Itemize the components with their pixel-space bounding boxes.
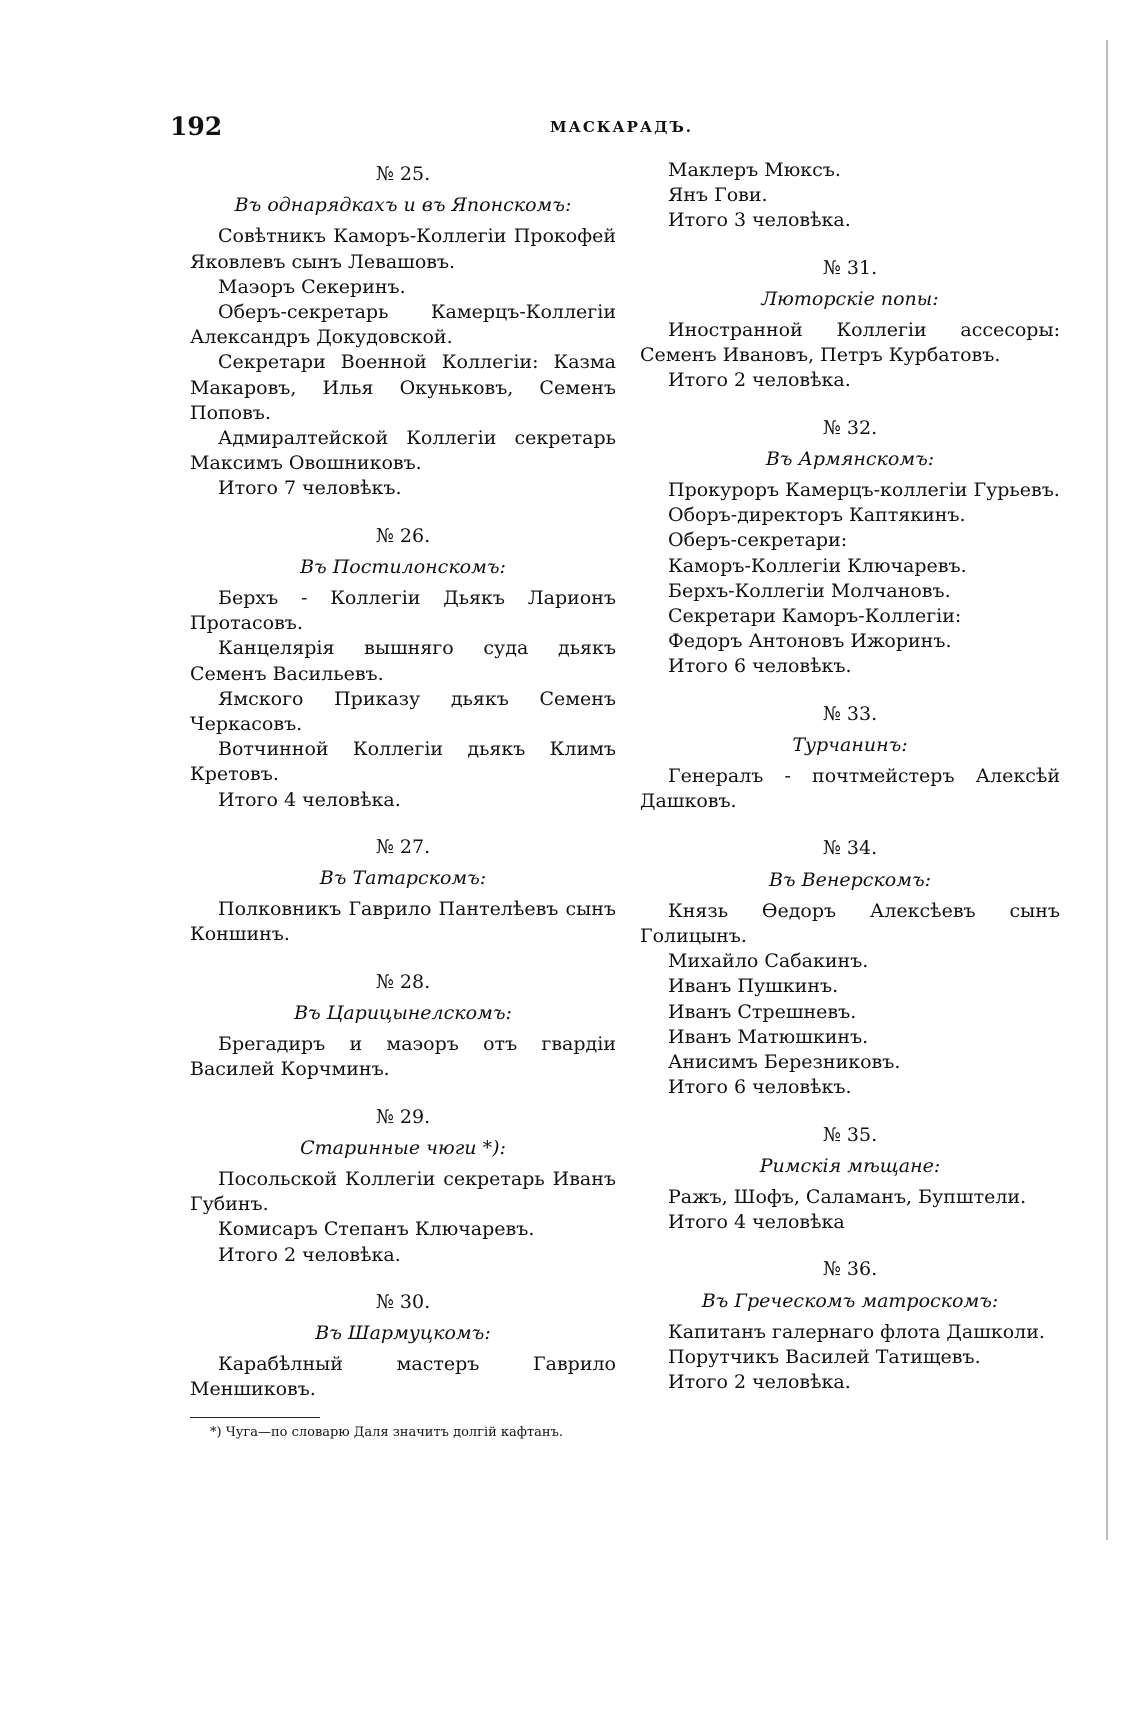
entry-text: Вотчинной Коллегіи дьякъ Климъ Кретовъ. xyxy=(190,738,616,786)
entry-text: Карабѣлный мастеръ Гаврило Меншиковъ. xyxy=(190,1353,616,1401)
entry-text: Оборъ-директоръ Каптякинъ. xyxy=(668,504,966,527)
entry-total: Итого 4 человѣка xyxy=(668,1211,845,1234)
entry-total: Итого 2 человѣка. xyxy=(668,1371,851,1394)
section-heading: Въ Венерскомъ: xyxy=(768,868,932,891)
section-heading: Римскія мѣщане: xyxy=(759,1154,941,1177)
entry-text: Ямского Приказу дьякъ Семенъ Черкасовъ. xyxy=(190,687,616,736)
entry-text: Совѣтникъ Каморъ-Коллегіи Прокофей Яковлевъ сынъ Левашовъ. xyxy=(190,225,616,273)
entry-text: Анисимъ Березниковъ. xyxy=(668,1051,901,1074)
entry-text: Иванъ Стрешневъ. xyxy=(668,1000,857,1023)
entry-text: Канцелярія вышняго суда дьякъ Семенъ Васильевъ. xyxy=(190,637,616,685)
entry-text: Ражъ, Шофъ, Саламанъ, Бупштели. xyxy=(668,1185,1027,1208)
entry-number: № 27. xyxy=(375,835,431,858)
entry-number: № 34. xyxy=(822,837,878,860)
section-heading: Старинные чюги *): xyxy=(300,1136,506,1159)
entry-text: Маклеръ Мюксъ. xyxy=(668,159,841,181)
section-heading: Въ Греческомъ матроскомъ: xyxy=(701,1289,999,1312)
entry-number: № 35. xyxy=(822,1123,878,1146)
entry-total: Итого 7 человѣкъ. xyxy=(218,477,402,500)
entry-number: № 33. xyxy=(822,702,878,725)
entry-text: Иванъ Матюшкинъ. xyxy=(668,1025,869,1048)
entry-text: Оберъ-секретари: xyxy=(668,529,848,552)
entry-text: Секретари Каморъ-Коллегіи: xyxy=(668,605,962,628)
section-heading: Въ Шармуцкомъ: xyxy=(315,1321,491,1344)
section-heading: Люторскіе попы: xyxy=(761,287,939,310)
entry-text: Берхъ - Коллегіи Дьякъ Ларионъ Протасовъ. xyxy=(190,587,616,635)
entry-text: Оберъ-секретарь Камерцъ-Коллегіи Александръ Докудовской. xyxy=(190,301,616,349)
entry-total: Итого 6 человѣкъ. xyxy=(668,655,852,678)
entry-text: Князь Өедоръ Алексѣевъ сынъ Голицынъ. xyxy=(640,899,1060,948)
entry-number: № 25. xyxy=(375,163,431,185)
section-heading: Турчанинъ: xyxy=(792,733,908,756)
entry-total: Итого 3 человѣка. xyxy=(668,209,851,232)
entry-total: Итого 2 человѣка. xyxy=(218,1243,401,1266)
entry-text: Иностранной Коллегіи ассесоры: Семенъ Ивановъ, Петръ Курбатовъ. xyxy=(640,319,1060,367)
entry-number: № 32. xyxy=(822,416,878,439)
entry-text: Прокуроръ Камерцъ-коллегіи Гурьевъ. xyxy=(668,479,1060,502)
entry-text: Берхъ-Коллегіи Молчановъ. xyxy=(668,579,951,602)
entry-text: Генералъ - почтмейстеръ Алексѣй Дашковъ. xyxy=(640,765,1060,813)
entry-text: Михайло Сабакинъ. xyxy=(668,950,869,973)
entry-text: Маэоръ Секеринъ. xyxy=(218,275,406,298)
entry-text: Федоръ Антоновъ Ижоринъ. xyxy=(668,630,952,653)
entry-total: Итого 2 человѣка. xyxy=(668,369,851,392)
page-number: 192 xyxy=(170,112,223,141)
section-heading: Въ Постилонскомъ: xyxy=(300,555,506,578)
entry-text: Иванъ Пушкинъ. xyxy=(668,975,839,998)
entry-text: Капитанъ галернаго флота Дашколи. xyxy=(668,1320,1045,1343)
page-edge-line xyxy=(1106,40,1108,1540)
entry-total: Итого 6 человѣкъ. xyxy=(668,1076,852,1099)
entry-text: Брегадиръ и маэоръ отъ гвардіи Василей Корчминъ. xyxy=(190,1033,616,1081)
right-column xyxy=(640,158,1060,1395)
entry-text: Комисаръ Степанъ Ключаревъ. xyxy=(218,1218,535,1241)
entry-number: № 28. xyxy=(375,970,431,993)
entry-text: Адмиралтейской Коллегіи секретарь Максимъ Овошниковъ. xyxy=(190,427,616,475)
footnote: *) Чуга—по словарю Даля значитъ долгій кафтанъ. xyxy=(210,1424,563,1440)
entry-text: Посольской Коллегіи секретарь Иванъ Губинъ. xyxy=(190,1167,616,1216)
entry-text: Порутчикъ Василей Татищевъ. xyxy=(668,1345,981,1368)
entry-number: № 29. xyxy=(375,1105,431,1128)
entry-text: Каморъ-Коллегіи Ключаревъ. xyxy=(668,554,967,577)
entry-total: Итого 4 человѣка. xyxy=(218,788,401,811)
entry-number: № 26. xyxy=(375,524,431,547)
entry-text: Секретари Военной Коллегіи: Казма Макаровъ, Илья Окуньковъ, Семенъ Поповъ. xyxy=(190,351,616,424)
entry-number: № 31. xyxy=(822,256,878,279)
entry-number: № 30. xyxy=(375,1290,431,1313)
section-heading: Въ однарядкахъ и въ Японскомъ: xyxy=(234,194,572,217)
section-heading: Въ Царицынелскомъ: xyxy=(294,1001,512,1024)
section-heading: Въ Татарскомъ: xyxy=(319,867,487,890)
entry-text: Янъ Гови. xyxy=(668,184,768,207)
footnote-divider xyxy=(190,1417,320,1418)
running-head: МАСКАРАДЪ. xyxy=(550,118,694,136)
entry-number: № 36. xyxy=(822,1258,878,1281)
section-heading: Въ Армянскомъ: xyxy=(765,447,935,470)
entry-text: Полковникъ Гаврило Пантелѣевъ сынъ Коншинъ. xyxy=(190,898,616,946)
left-column xyxy=(190,158,616,1441)
